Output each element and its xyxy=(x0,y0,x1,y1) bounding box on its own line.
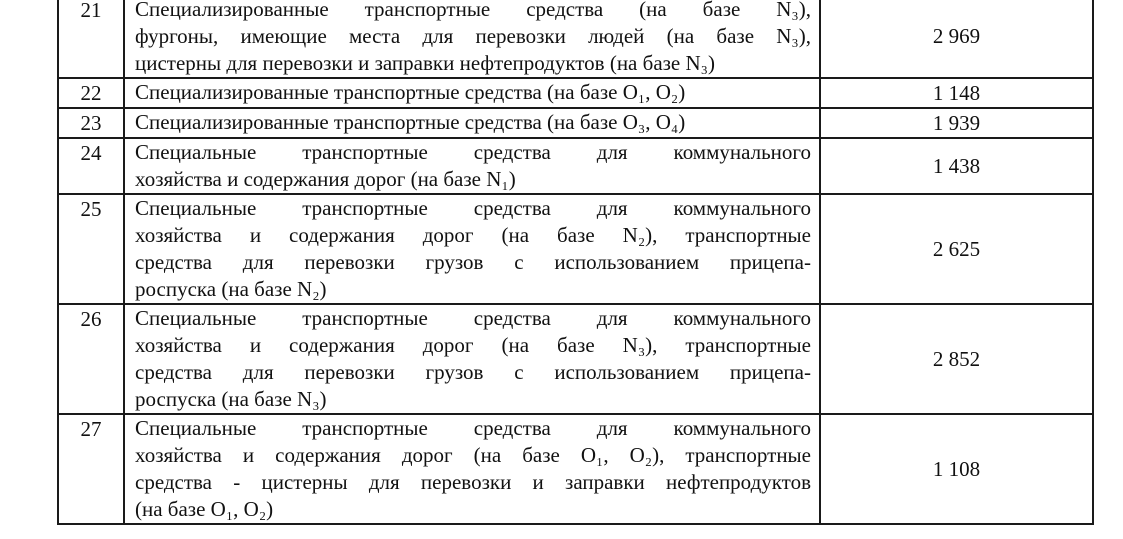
vehicle-category-line: Специальные транспортные средства для коммунального xyxy=(135,196,811,220)
row-number: 27 xyxy=(80,417,102,441)
vehicle-category-line: роспуска (на базе N₃) xyxy=(135,387,327,411)
row-number-cell xyxy=(58,304,124,414)
vehicle-category-line: Специализированные транспортные средства (на базе O₃, O₄) xyxy=(135,110,686,134)
fee-cell xyxy=(820,78,1093,108)
fee-cell xyxy=(820,194,1093,304)
vehicle-category-line: роспуска (на базе N₂) xyxy=(135,277,327,301)
vehicle-category-line: средства для перевозки грузов с использованием прицепа- xyxy=(135,360,811,384)
vehicle-category-line: Специализированные транспортные средства (на базе O₁, O₂) xyxy=(135,80,686,104)
table-row xyxy=(58,304,1093,414)
fee-value: 2 969 xyxy=(932,24,981,48)
row-number-cell xyxy=(58,138,124,194)
vehicle-category-line: хозяйства и содержания дорог (на базе N₃), транспортные xyxy=(135,333,811,357)
table-row xyxy=(58,138,1093,194)
table-row xyxy=(58,414,1093,524)
vehicle-category-cell xyxy=(124,194,820,304)
fee-value: 2 625 xyxy=(932,236,981,261)
vehicle-category-cell xyxy=(124,108,820,138)
table-row xyxy=(58,0,1093,78)
fee-value: 1 939 xyxy=(932,110,981,135)
fee-cell xyxy=(820,138,1093,194)
vehicle-category-cell xyxy=(124,0,820,78)
vehicle-category-line: фургоны, имеющие места для перевозки людей (на базе N₃), xyxy=(135,24,811,48)
row-number: 21 xyxy=(80,0,102,22)
fee-cell xyxy=(820,414,1093,524)
fee-value: 1 108 xyxy=(932,456,981,481)
row-number: 26 xyxy=(80,307,102,331)
row-number-cell xyxy=(58,108,124,138)
vehicle-category-line: хозяйства и содержания дорог (на базе N₂), транспортные xyxy=(135,223,811,247)
table-row xyxy=(58,108,1093,138)
vehicle-category-line: Специальные транспортные средства для коммунального xyxy=(135,140,811,164)
vehicle-category-line: Специализированные транспортные средства (на базе N₃), xyxy=(135,0,811,21)
table-row xyxy=(58,78,1093,108)
table-body xyxy=(58,0,1093,524)
row-number: 23 xyxy=(80,111,102,135)
vehicle-category-cell xyxy=(124,304,820,414)
fee-value: 2 852 xyxy=(932,346,981,371)
row-number: 22 xyxy=(80,81,102,105)
vehicle-category-cell xyxy=(124,78,820,108)
row-number-cell xyxy=(58,194,124,304)
table-row xyxy=(58,194,1093,304)
row-number: 25 xyxy=(80,197,102,221)
vehicle-category-line: средства для перевозки грузов с использованием прицепа- xyxy=(135,250,811,274)
vehicle-category-line: цистерны для перевозки и заправки нефтепродуктов (на базе N₃) xyxy=(135,51,715,75)
fee-cell xyxy=(820,304,1093,414)
vehicle-category-cell xyxy=(124,414,820,524)
vehicle-category-line: средства - цистерны для перевозки и заправки нефтепродуктов xyxy=(135,470,811,494)
vehicle-category-line: хозяйства и содержания дорог (на базе N₁) xyxy=(135,167,516,191)
row-number: 24 xyxy=(80,141,102,165)
fee-value: 1 438 xyxy=(932,153,981,178)
vehicle-category-line: (на базе O₁, O₂) xyxy=(135,497,274,521)
vehicle-category-cell xyxy=(124,138,820,194)
fee-cell xyxy=(820,108,1093,138)
fee-value: 1 148 xyxy=(932,80,981,105)
vehicle-category-line: Специальные транспортные средства для коммунального xyxy=(135,306,811,330)
row-number-cell xyxy=(58,78,124,108)
vehicle-category-line: хозяйства и содержания дорог (на базе O₁, O₂), транспортные xyxy=(135,443,811,467)
row-number-cell xyxy=(58,414,124,524)
fee-table xyxy=(57,0,1094,525)
fee-cell xyxy=(820,0,1093,78)
vehicle-category-line: Специальные транспортные средства для коммунального xyxy=(135,416,811,440)
row-number-cell xyxy=(58,0,124,78)
